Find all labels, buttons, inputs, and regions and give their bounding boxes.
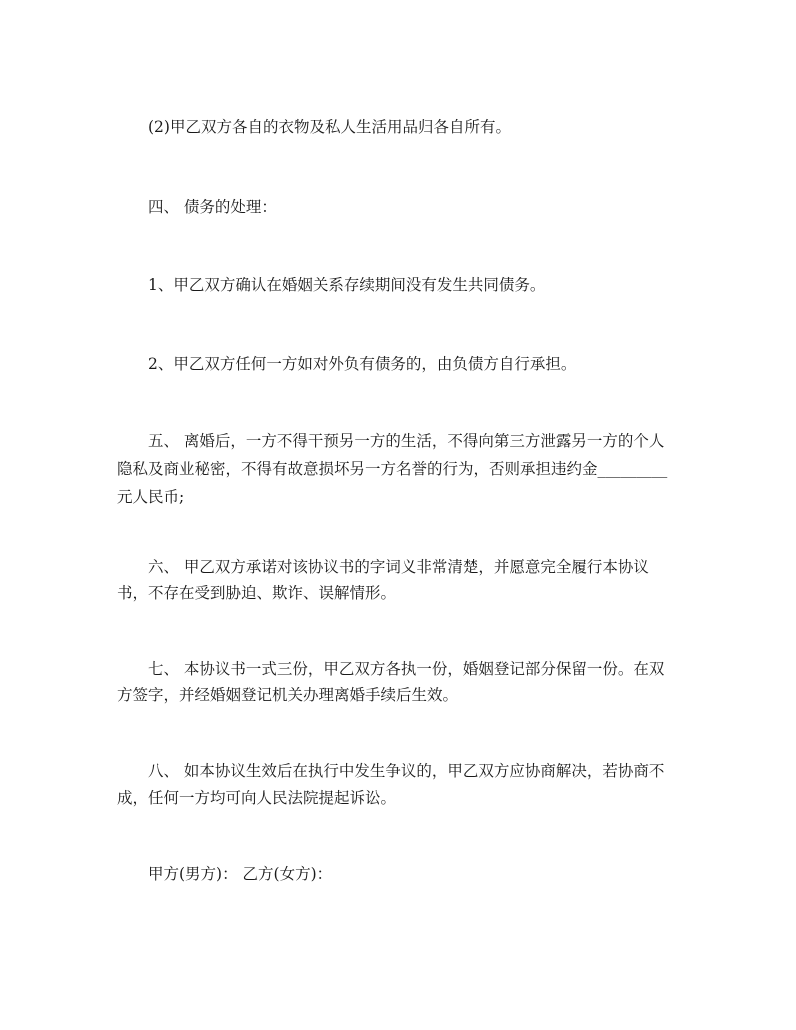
clause-seven-line-2: 方签字，并经婚姻登记机关办理离婚手续后生效。 bbox=[117, 686, 459, 704]
section-heading-debts: 四、 债务的处理： bbox=[148, 198, 277, 216]
clause-six-line-2: 书，不存在受到胁迫、欺诈、误解情形。 bbox=[117, 584, 397, 602]
clause-five-line-3: 元人民币; bbox=[117, 488, 185, 506]
clause-eight-line-2: 成，任何一方均可向人民法院提起诉讼。 bbox=[117, 789, 397, 807]
clause-five-line-1: 五、 离婚后，一方不得干预另一方的生活，不得向第三方泄露另一方的个人 bbox=[148, 432, 665, 450]
clause-personal-belongings: (2)甲乙双方各自的衣物及私人生活用品归各自所有。 bbox=[148, 118, 511, 136]
clause-seven-line-1: 七、 本协议书一式三份，甲乙双方各执一份，婚姻登记部分保留一份。在双 bbox=[148, 660, 665, 678]
signature-line: 甲方(男方)： 乙方(女方)： bbox=[148, 865, 333, 883]
clause-eight-line-1: 八、 如本协议生效后在执行中发生争议的，甲乙双方应协商解决，若协商不 bbox=[148, 762, 665, 780]
clause-six-line-1: 六、 甲乙双方承诺对该协议书的字词义非常清楚，并愿意完全履行本协议 bbox=[148, 558, 649, 576]
clause-five-line-2: 隐私及商业秘密，不得有故意损坏另一方名誉的行为，否则承担违约金_________ bbox=[117, 460, 668, 478]
clause-individual-debt: 2、甲乙双方任何一方如对外负有债务的，由负债方自行承担。 bbox=[148, 355, 577, 373]
clause-no-joint-debt: 1、甲乙双方确认在婚姻关系存续期间没有发生共同债务。 bbox=[148, 276, 546, 294]
